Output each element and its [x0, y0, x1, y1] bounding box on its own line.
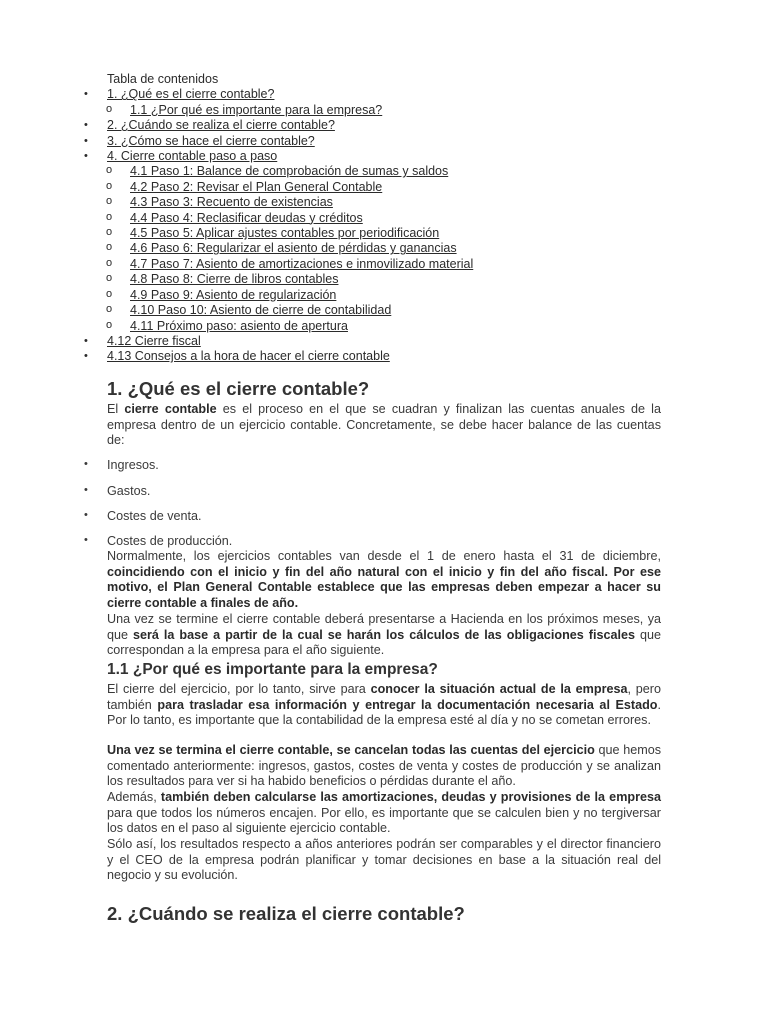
bullet-icon: • [84, 134, 88, 147]
toc-subitem [0, 303, 768, 318]
toc-subitem [0, 241, 768, 256]
circle-bullet-icon: o [106, 303, 113, 316]
list-item-text: Ingresos. [107, 458, 159, 472]
paragraph [107, 743, 661, 790]
toc-title: Tabla de contenidos [107, 72, 219, 86]
circle-bullet-icon: o [106, 256, 113, 269]
toc-link[interactable]: 4.2 Paso 2: Revisar el Plan General Contable [130, 179, 383, 194]
toc-link[interactable]: 2. ¿Cuándo se realiza el cierre contable? [107, 118, 335, 133]
bold-text: también deben calcularse las amortizaciones, deudas y provisiones de la empresa [160, 790, 661, 804]
bold-text: para trasladar esa información y entregar la documentación necesaria al Estado [157, 697, 658, 712]
toc-link[interactable]: 4.9 Paso 9: Asiento de regularización [130, 287, 337, 302]
bold-text: coincidiendo con el inicio y fin del año natural con el inicio y fin del año fiscal. Por ese motivo, el Plan General Contable establece que las empresas deben empezar a hacer su cierre contable a finales de año. [107, 564, 661, 610]
toc-subitem [0, 257, 768, 272]
bullet-icon: • [84, 334, 88, 347]
toc-item [0, 349, 768, 364]
toc-subitem [0, 164, 768, 179]
circle-bullet-icon: o [106, 195, 113, 208]
bold-text: Una vez se termina el cierre contable, se cancelan todas las cuentas del ejercicio [107, 743, 595, 757]
toc-item [0, 334, 768, 349]
toc-subitem [0, 319, 768, 334]
text-run: Normalmente, los ejercicios contables van desde el 1 de enero hasta el 31 de diciembre, [107, 549, 661, 563]
toc-link[interactable]: 1. ¿Qué es el cierre contable? [107, 87, 275, 102]
text-run: es el proceso en el que se cuadran y finalizan las cuentas anuales de la empresa dentro de un ejercicio contable. Concretamente, se debe hacer balance de las cuentas de: [107, 402, 661, 447]
toc-link[interactable]: 4.6 Paso 6: Regularizar el asiento de pérdidas y ganancias [130, 241, 457, 256]
toc-link[interactable]: 4.13 Consejos a la hora de hacer el cierre contable [107, 349, 390, 364]
text-run: , pero también [107, 682, 661, 712]
circle-bullet-icon: o [106, 179, 113, 192]
bullet-icon: • [84, 509, 88, 521]
subsection-heading: 1.1 ¿Por qué es importante para la empresa? [107, 661, 438, 678]
list-item-text: Gastos. [107, 484, 151, 498]
bullet-icon: • [84, 458, 88, 470]
toc-subitem [0, 211, 768, 226]
paragraph [107, 790, 661, 837]
bold-text: conocer la situación actual de la empresa [370, 682, 628, 696]
toc-link[interactable]: 4.3 Paso 3: Recuento de existencias [130, 195, 333, 210]
bold-text: será la base a partir de la cual se harán los cálculos de las obligaciones fiscales [133, 627, 635, 642]
toc-link[interactable]: 4.8 Paso 8: Cierre de libros contables [130, 272, 339, 287]
toc-link[interactable]: 3. ¿Cómo se hace el cierre contable? [107, 133, 315, 148]
circle-bullet-icon: o [106, 102, 113, 115]
paragraph [107, 612, 661, 659]
toc-link[interactable]: 4.10 Paso 10: Asiento de cierre de contabilidad [130, 303, 392, 318]
table-of-contents [0, 72, 768, 365]
bullet-icon: • [84, 88, 88, 101]
toc-subitem [0, 272, 768, 287]
circle-bullet-icon: o [106, 272, 113, 285]
bold-text: cierre contable [124, 402, 217, 416]
text-run: Además, [107, 790, 161, 804]
text-run: El [107, 402, 125, 416]
toc-link[interactable]: 4.7 Paso 7: Asiento de amortizaciones e inmovilizado material [130, 256, 474, 271]
paragraph [107, 402, 661, 449]
list-item-text: Costes de venta. [107, 509, 202, 523]
section-heading: 1. ¿Qué es el cierre contable? [107, 378, 370, 399]
text-run: que hemos comentado anteriormente: ingresos, gastos, costes de venta y costes de producción y se analizan los resultados para ver si ha habido beneficios o pérdidas durante el año. [107, 743, 662, 788]
bullet-icon: • [84, 150, 88, 163]
text-run: que correspondan a la empresa para el año siguiente. [107, 627, 661, 657]
list-item-text: Costes de producción. [107, 534, 233, 548]
section-heading: 2. ¿Cuándo se realiza el cierre contable? [107, 903, 465, 924]
circle-bullet-icon: o [106, 164, 113, 177]
toc-subitem [0, 180, 768, 195]
toc-list [0, 87, 768, 364]
text-run: El cierre del ejercicio, por lo tanto, sirve para [107, 682, 371, 696]
toc-link[interactable]: 4.5 Paso 5: Aplicar ajustes contables por periodificación [130, 226, 440, 241]
circle-bullet-icon: o [106, 241, 113, 254]
circle-bullet-icon: o [106, 210, 113, 223]
toc-subitem [0, 195, 768, 210]
toc-link[interactable]: 4.11 Próximo paso: asiento de apertura [130, 318, 348, 333]
circle-bullet-icon: o [106, 318, 113, 331]
bullet-icon: • [84, 484, 88, 496]
circle-bullet-icon: o [106, 226, 113, 239]
paragraph [107, 682, 661, 729]
toc-link[interactable]: 1.1 ¿Por qué es importante para la empresa? [130, 102, 383, 117]
bullet-icon: • [84, 534, 88, 546]
bullet-icon: • [84, 119, 88, 132]
bullet-icon: • [84, 350, 88, 363]
circle-bullet-icon: o [106, 287, 113, 300]
toc-item [0, 118, 768, 133]
paragraph: Sólo así, los resultados respecto a años anteriores podrán ser comparables y el director financiero y el CEO de la empresa podrán planificar y tomar decisiones en base a la situación real del negocio y su evolución. [107, 837, 661, 882]
toc-link[interactable]: 4. Cierre contable paso a paso [107, 149, 278, 164]
toc-item [0, 87, 768, 102]
toc-subitem [0, 103, 768, 118]
toc-subitem [0, 288, 768, 303]
toc-link[interactable]: 4.1 Paso 1: Balance de comprobación de sumas y saldos [130, 164, 449, 179]
text-run: para que todos los números encajen. Por ello, es importante que se calculen bien y no tergiversar los datos en el paso al siguiente ejercicio contable. [107, 805, 661, 835]
toc-item [0, 134, 768, 149]
text-run: Una vez se termine el cierre contable deberá presentarse a Hacienda en los próximos meses, ya que [107, 612, 661, 642]
toc-link[interactable]: 4.4 Paso 4: Reclasificar deudas y créditos [130, 210, 363, 225]
paragraph [107, 549, 661, 611]
text-run: . Por lo tanto, es importante que la contabilidad de la empresa esté al día y no se cometan errores. [107, 697, 661, 727]
toc-link[interactable]: 4.12 Cierre fiscal [107, 333, 201, 348]
toc-subitem [0, 226, 768, 241]
toc-item [0, 149, 768, 164]
